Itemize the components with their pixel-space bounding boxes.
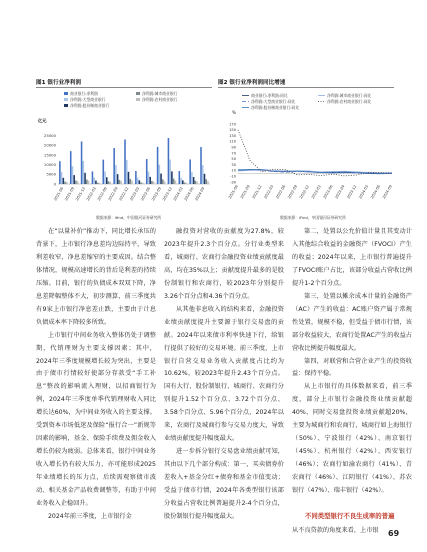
legend-swatch <box>64 98 68 101</box>
bar <box>109 182 111 184</box>
bar <box>204 174 206 184</box>
x-tick-label: 2024-09 <box>381 184 393 200</box>
x-tick-label: 2022-09 <box>287 184 299 200</box>
bar <box>184 182 186 184</box>
x-tick-label: 2023-09 <box>334 184 346 200</box>
bar <box>106 177 108 184</box>
bar <box>120 181 122 184</box>
legend-label: 净利润:城市商业银行 <box>142 91 178 96</box>
x-tick-label: 2024-03 <box>172 186 184 202</box>
figure-2-title-text: 图2 银行业净利润同比增速 <box>218 80 286 86</box>
text-column-2 <box>164 226 284 524</box>
bar <box>103 160 105 184</box>
bar <box>131 180 133 184</box>
y-tick-label: 150 <box>229 128 236 133</box>
x-tick-label: 2024-06 <box>183 186 195 202</box>
bar <box>159 165 161 184</box>
bar <box>173 179 175 184</box>
legend-swatch <box>136 98 140 101</box>
paragraph: 第二，处置以公允价值计量且其变动计入其他综合收益的金融资产（FVOCI）产生的收益；2024年以来，上市银行普遍提升了FVOCI账户占比，该部分收益占营收比例提升1-2个百分点。 <box>292 228 412 287</box>
legend-label: 净利润:大型商业银行 <box>70 97 106 102</box>
bar <box>180 178 182 184</box>
bar <box>119 180 121 184</box>
bar <box>88 181 90 184</box>
paragraph: 2024年前三季度，上市银行金 <box>48 512 132 520</box>
bar <box>63 178 65 184</box>
y-axis-unit: 亿元 <box>38 118 47 123</box>
x-tick-label: 2021-06 <box>227 184 239 200</box>
paragraph: 第四，对联营和合营企业产生的投资收益：保持平稳。 <box>292 357 412 378</box>
bar <box>99 183 101 184</box>
bar <box>157 147 159 184</box>
bar <box>185 183 187 184</box>
figure-1-title-rule <box>36 87 212 88</box>
page-number: 69 <box>388 529 400 538</box>
y-tick-label: 70 <box>231 151 236 156</box>
bar <box>146 159 148 184</box>
bar <box>179 171 181 184</box>
bar <box>149 177 151 184</box>
legend-swatch <box>136 92 140 95</box>
y-axis-unit: % <box>232 110 236 115</box>
y-tick-label: 10000 <box>43 161 56 167</box>
paragraph: 进一步拆分银行交易盘业绩贡献可知，其由以下几个部分构成：第一，买卖债券价差收入+基金分红+债券和基金市值变动；受益于债市行情，2024年各类型银行该部分收益占营收比例普遍提升2-4个百分点，股份制银行提升幅度最大。 <box>164 448 284 520</box>
bar <box>142 183 144 184</box>
bar <box>73 175 75 184</box>
legend-swatch <box>64 92 68 95</box>
bar <box>115 165 117 184</box>
text-column-3 <box>292 226 412 498</box>
paragraph: 在“以量补价”推动下，同比增长承压的背景下，上市银行净息差均边际持平，导致利差收窄，净息差缩窄的主要成因。结合整体情况，规模高速增长的背后是利差的持续压缩。目前，银行的负债成本双双下降，净息差降幅整体不大，初步测算，前三季度共有9家上市银行净息差止跌，主要由于计息负债成本率下降较多所致。 <box>36 228 156 326</box>
x-tick-label: 2022-12 <box>298 184 310 200</box>
x-tick-label: 2021-12 <box>75 186 87 202</box>
bar <box>117 174 119 184</box>
y-tick-label: 25000 <box>43 132 56 138</box>
legend-label: 净利润:农村商业银行:同比 <box>327 99 372 104</box>
bar <box>164 181 166 184</box>
bar <box>153 182 155 184</box>
y-tick-label: 20000 <box>43 142 56 148</box>
bar <box>77 181 79 184</box>
y-tick-label: 30 <box>231 162 236 167</box>
x-tick-label: 2023-09 <box>151 186 163 202</box>
x-tick-label: 2023-12 <box>346 184 358 200</box>
paragraph: 上市银行中间业务收入整体仍处于调整期，代销理财为主要支撑因素；其中，2024年三季度规模增长较为突出，主要是由于债市行情较好使部分存款受“手工补息”整改的影响流入理财，以招商银行为例，2024年三季度单季代销理财收入同比增长达60%，为中间业务收入的主要支撑。受到资本市场低迷及保险“报行合一”新规等因素的影响，基金、保险手续费及佣金收入增长仍较为疲弱。总体来看，银行中间业务收入增长仍有较大压力，亦可能形成2025年业绩增长的压力点，后续需观察债市波动、相关基金产品收费调整等，有助于中间业务收入企稳回升。 <box>36 331 156 508</box>
legend-label: 商业银行:净利润:同比 <box>251 93 288 98</box>
y-tick-label: 170 <box>229 122 236 127</box>
series-line <box>238 130 392 176</box>
bar <box>160 174 162 184</box>
legend-swatch <box>64 104 68 107</box>
legend-label: 净利润:股份制商业银行 <box>70 103 110 108</box>
y-tick-label: 15000 <box>43 152 56 158</box>
bar <box>95 181 97 184</box>
y-tick-label: 0 <box>53 181 56 187</box>
x-tick-label: 2024-03 <box>358 184 370 200</box>
legend-label: 净利润:股份制商业银行:同比 <box>251 105 300 110</box>
bar <box>70 151 72 184</box>
x-tick-label: 2021-09 <box>239 184 251 200</box>
legend-label: 净利润:农村商业银行 <box>142 97 178 102</box>
bar <box>128 172 130 184</box>
bar <box>207 181 209 184</box>
legend-label: 商业银行:净利润 <box>70 91 98 96</box>
x-tick-label: 2021-06 <box>53 186 65 202</box>
x-tick-label: 2022-06 <box>96 186 108 202</box>
section-subheading: 不同类型银行不良生成率的普遍 <box>305 512 395 520</box>
bar <box>113 148 115 184</box>
bar <box>135 171 137 184</box>
bar <box>182 180 184 184</box>
y-tick-label: -10 <box>230 174 236 179</box>
bar <box>61 172 63 184</box>
bar <box>191 172 193 184</box>
y-tick-label: -30 <box>230 180 236 185</box>
x-tick-label: 2024-09 <box>194 186 206 202</box>
bar <box>66 182 68 184</box>
bar <box>205 179 207 184</box>
bar <box>140 182 142 184</box>
bar <box>171 171 173 184</box>
y-tick-label: 90 <box>231 145 236 150</box>
legend-label: 净利润:城市商业银行:同比 <box>327 93 372 98</box>
bar <box>162 179 164 184</box>
legend-label: 净利润:大型商业银行:同比 <box>251 99 296 104</box>
bar <box>108 181 110 184</box>
x-tick-label: 2022-12 <box>118 186 130 202</box>
figure-1-source: 数据来源：ifind，中国银河证券研究所 <box>96 215 162 220</box>
x-tick-label: 2023-03 <box>310 184 322 200</box>
bar <box>72 166 74 184</box>
figure-2-title-rule <box>218 87 394 88</box>
y-tick-label: 110 <box>229 139 236 144</box>
x-tick-label: 2021-12 <box>251 184 263 200</box>
bar <box>148 172 150 184</box>
bar <box>195 181 197 184</box>
bar <box>93 177 95 184</box>
bar <box>126 160 128 184</box>
x-tick-label: 2022-03 <box>263 184 275 200</box>
bar <box>151 181 153 184</box>
bar <box>104 171 106 184</box>
bar <box>168 138 170 184</box>
figure-1-title <box>36 78 81 86</box>
x-tick-label: 2022-06 <box>275 184 287 200</box>
bar <box>83 161 85 184</box>
bar <box>97 183 99 184</box>
bar <box>137 178 139 184</box>
y-tick-label: 10 <box>231 168 236 173</box>
bar <box>202 165 204 184</box>
paragraph: 从上市银行的具体数据来看，前三季度，部分上市银行金融投资业绩贡献超40%，同时交易盘投资业绩贡献超20%，主要为城商行和农商行，城商行如上海银行（50%）、宁波银行（42%）、南京银行（45%）、杭州银行（42%）、西安银行（46%）；农商行如渝农商行（41%）、青农商行（46%）、江阴银行（41%）、苏农银行（47%）、瑞丰银行（42%）。 <box>292 383 412 495</box>
bar <box>86 180 88 184</box>
bar <box>193 177 195 184</box>
bar <box>169 160 171 184</box>
bar <box>196 181 198 184</box>
y-tick-label: 130 <box>229 133 236 138</box>
x-tick-label: 2021-09 <box>64 186 76 202</box>
bar <box>200 147 202 184</box>
figure-1-bar-chart <box>36 90 216 212</box>
y-tick-label: 50 <box>231 157 236 162</box>
bar <box>59 161 61 184</box>
bar <box>139 180 141 184</box>
x-tick-label: 2022-03 <box>85 186 97 202</box>
paragraph: 从其他非息收入的结构来看，金融投资业绩贡献度提升主要源于银行交易盘的贡献。2024年以来债市利率快速下行，给银行提供了较好的交易环境。前三季度，上市银行自营交易业务收入贡献度占比约为10.62%，较2023年提升2.43个百分点。国有大行、股份制银行、城商行、农商行分别提升1.52个百分点、3.72个百分点、3.58个百分点、5.96个百分点，2024年以来，农商行及城商行参与交易力度大，导致业绩贡献度提升幅度最大。 <box>164 305 284 443</box>
paragraph: 第三，处置以摊余成本计量的金融资产（AC）产生的收益：AC账户资产属于常规性处置，规模不稳，但受益于债市行情，该部分收益较大，农商行处置AC产生的收益占营收比例提升幅度最大。 <box>292 292 412 352</box>
text-column-1 <box>36 226 156 524</box>
y-tick-label: 5000 <box>46 171 56 177</box>
x-tick-label: 2023-12 <box>161 186 173 202</box>
bar <box>64 182 66 184</box>
x-tick-label: 2023-06 <box>140 186 152 202</box>
bar <box>92 171 94 184</box>
x-tick-label: 2023-03 <box>129 186 141 202</box>
figure-2-line-chart <box>218 90 398 212</box>
bar <box>124 140 126 184</box>
bar <box>81 141 83 184</box>
continuation-line: 从不良贷款的角度来看，上市银 <box>292 527 379 534</box>
figure-2-source: 数据来源：iFind，中国银河证券研究所 <box>280 215 346 220</box>
paragraph: 融投资对营收的贡献度为27.8%，较2023年提升2.3个百分点。分行业类型来看，城商行、农商行金融投资业绩贡献度最高，均在35%以上；贡献度提升最多的是股份制银行和农商行，较2023年分别提升3.26个百分点和4.36个百分点。 <box>164 228 284 300</box>
x-tick-label: 2024-06 <box>370 184 382 200</box>
figure-2-title <box>218 78 285 86</box>
bar <box>189 159 191 184</box>
figure-1-title-text: 图1 银行业净利润 <box>36 80 81 86</box>
x-tick-label: 2023-06 <box>322 184 334 200</box>
bar <box>129 179 131 184</box>
bar <box>84 173 86 184</box>
x-tick-label: 2022-09 <box>107 186 119 202</box>
bar <box>175 181 177 184</box>
bar <box>75 181 77 184</box>
